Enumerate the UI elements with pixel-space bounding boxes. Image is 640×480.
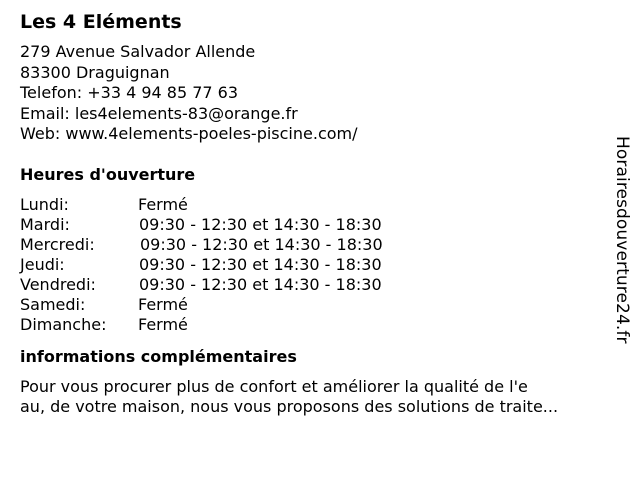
day-label: Dimanche: xyxy=(20,314,107,334)
hours-row-monday xyxy=(20,195,610,215)
day-hours: 09:30 - 12:30 et 14:30 - 18:30 xyxy=(140,234,383,254)
day-hours: Fermé xyxy=(138,294,188,314)
day-label: Mardi: xyxy=(20,214,70,234)
phone-line: Telefon: +33 4 94 85 77 63 xyxy=(20,83,239,102)
web-line: Web: www.4elements-poeles-piscine.com/ xyxy=(20,124,358,143)
hours-table xyxy=(20,195,610,335)
site-brand-vertical: Horairesdouverture24.fr xyxy=(612,136,632,344)
hours-row-friday xyxy=(20,275,610,295)
day-label: Jeudi: xyxy=(20,254,65,274)
address-street: 279 Avenue Salvador Allende xyxy=(20,42,256,61)
day-hours: 09:30 - 12:30 et 14:30 - 18:30 xyxy=(139,214,382,234)
business-card xyxy=(20,10,610,417)
info-text-line-2: au, de votre maison, nous vous proposons des solutions de traite... xyxy=(20,396,559,416)
day-hours: Fermé xyxy=(138,314,188,334)
day-label: Samedi: xyxy=(20,294,86,314)
address-city: 83300 Draguignan xyxy=(20,62,170,82)
hours-row-thursday xyxy=(20,255,610,275)
day-label: Lundi: xyxy=(20,194,69,214)
day-hours: Fermé xyxy=(138,194,188,214)
hours-heading: Heures d'ouverture xyxy=(20,164,196,184)
email-line: Email: les4elements-83@orange.fr xyxy=(20,103,298,123)
day-label: Vendredi: xyxy=(20,274,96,294)
day-label: Mercredi: xyxy=(20,234,95,254)
hours-row-sunday xyxy=(20,315,610,335)
info-heading: informations complémentaires xyxy=(20,346,297,366)
hours-row-tuesday xyxy=(20,215,610,235)
day-hours: 09:30 - 12:30 et 14:30 - 18:30 xyxy=(139,254,382,274)
info-text-line-1: Pour vous procurer plus de confort et améliorer la qualité de l'e xyxy=(20,376,528,396)
business-name: Les 4 Eléments xyxy=(20,11,182,33)
day-hours: 09:30 - 12:30 et 14:30 - 18:30 xyxy=(139,274,382,294)
hours-row-saturday xyxy=(20,295,610,315)
hours-row-wednesday xyxy=(20,235,610,255)
